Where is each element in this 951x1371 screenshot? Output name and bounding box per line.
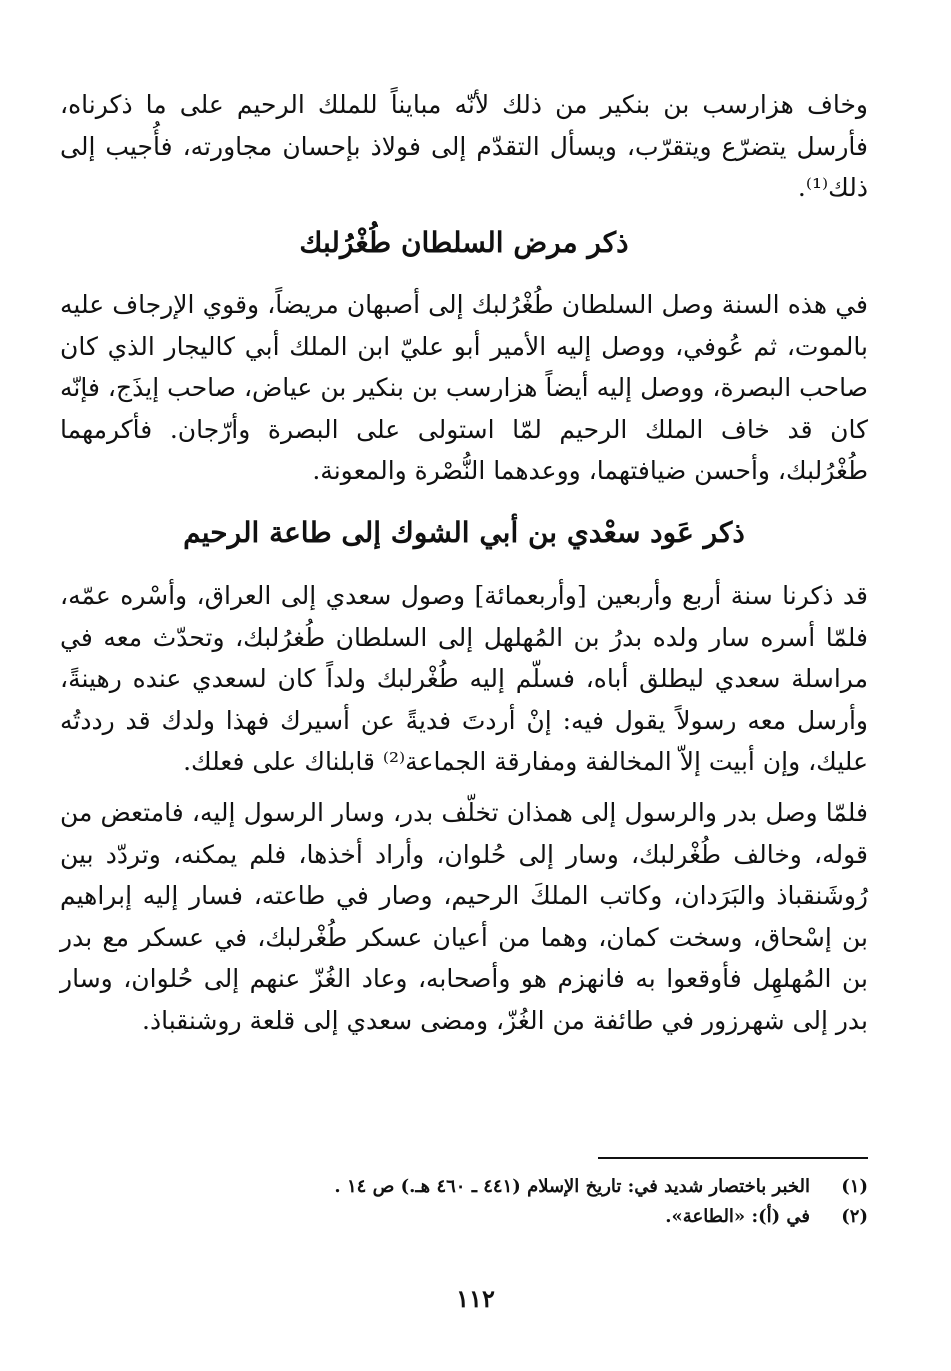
footnote-marker: (٢) bbox=[841, 1206, 868, 1227]
page-number: ١١٢ bbox=[456, 1284, 495, 1313]
paragraph-opening: وخاف هزارسب بن بنكير من ذلك لأنّه مبايناً للملك الرحيم على ما ذكرناه، فأرسل يتضرّع ويتقرّب، ويسأل التقدّم إلى فولاذ بإحسان مجاورته، فأُجيب إلى ذلك⁽¹⁾. bbox=[60, 90, 868, 202]
footnote-text: الخبر باختصار شديد في: تاريخ الإسلام (٤٤١ ـ ٤٦٠ هـ.) ص ١٤ . bbox=[334, 1176, 810, 1197]
paragraph-badr-hamadan: فلمّا وصل بدر والرسول إلى همذان تخلّف بدر، وسار الرسول إليه، فامتعض من قوله، وخالف طُغْرلبك، وسار إلى حُلوان، وأراد أخذها، فلم يمكنه، وتردّد بين رُوشَنقباذ والبَرَدان، وكاتب الملكَ الرحيم، وصار في طاعته، فسار إليه إبراهيم بن إسْحاق، وسخت كمان، وهما من أعيان عسكر طُغْرلبك، في عسكر مع بدر بن المُهلهِل فأوقعوا به فانهزم هو وأصحابه، وعاد الغُزّ عنهم إلى حُلوان، وسار بدر إلى شهرزور في طائفة من الغُزّ، ومضى سعدي إلى قلعة روشنقباذ. bbox=[60, 798, 868, 1035]
footnote-marker: (١) bbox=[841, 1176, 868, 1197]
footnotes bbox=[60, 1172, 868, 1232]
footnote-separator bbox=[598, 1157, 868, 1159]
paragraph-sultan-illness: في هذه السنة وصل السلطان طُغْرُلبك إلى أصبهان مريضاً، وقوي الإرجاف عليه بالموت، ثم عُوفي، ووصل إليه الأمير أبو عليّ ابن الملك أبي كاليجار الذي كان صاحب البصرة، ووصل إليه أيضاً هزارسب بن بنكير بن عياض، صاحب إيذَج، فإنّه كان قد خاف الملك الرحيم لمّا استولى على البصرة وأرّجان. فأكرمهما طُغْرُلبك، وأحسن ضيافتهما، ووعدهما النُّصْرة والمعونة. bbox=[60, 290, 868, 485]
section-heading-sultan-illness: ذكر مرض السلطان طُغْرُلبك bbox=[299, 226, 629, 259]
section-heading-saadi-return: ذكر عَود سعْدي بن أبي الشوك إلى طاعة الرحيم bbox=[183, 516, 745, 549]
footnote-1 bbox=[60, 1172, 868, 1202]
footnote-text: في (أ): «الطاعة». bbox=[665, 1206, 810, 1227]
paragraph-saadi-captivity: قد ذكرنا سنة أربع وأربعين [وأربعمائة] وصول سعدي إلى العراق، وأسْره عمّه، فلمّا أسره سار ولده بدرُ بن المُهلهل إلى السلطان طُغرُلبك، وتحدّث معه في مراسلة سعدي ليطلق أباه، فسلّم إليه طُغْرلبك ولداً كان لسعدي عنده رهينةً، وأرسل معه رسولاً يقول فيه: إنْ أردتَ فديةً عن أسيرك فهذا ولدك قد رددتُه عليك، وإن أبيت إلاّ المخالفة ومفارقة الجماعة⁽²⁾ قابلناك على فعلك. bbox=[60, 581, 868, 776]
footnote-2 bbox=[60, 1202, 868, 1232]
